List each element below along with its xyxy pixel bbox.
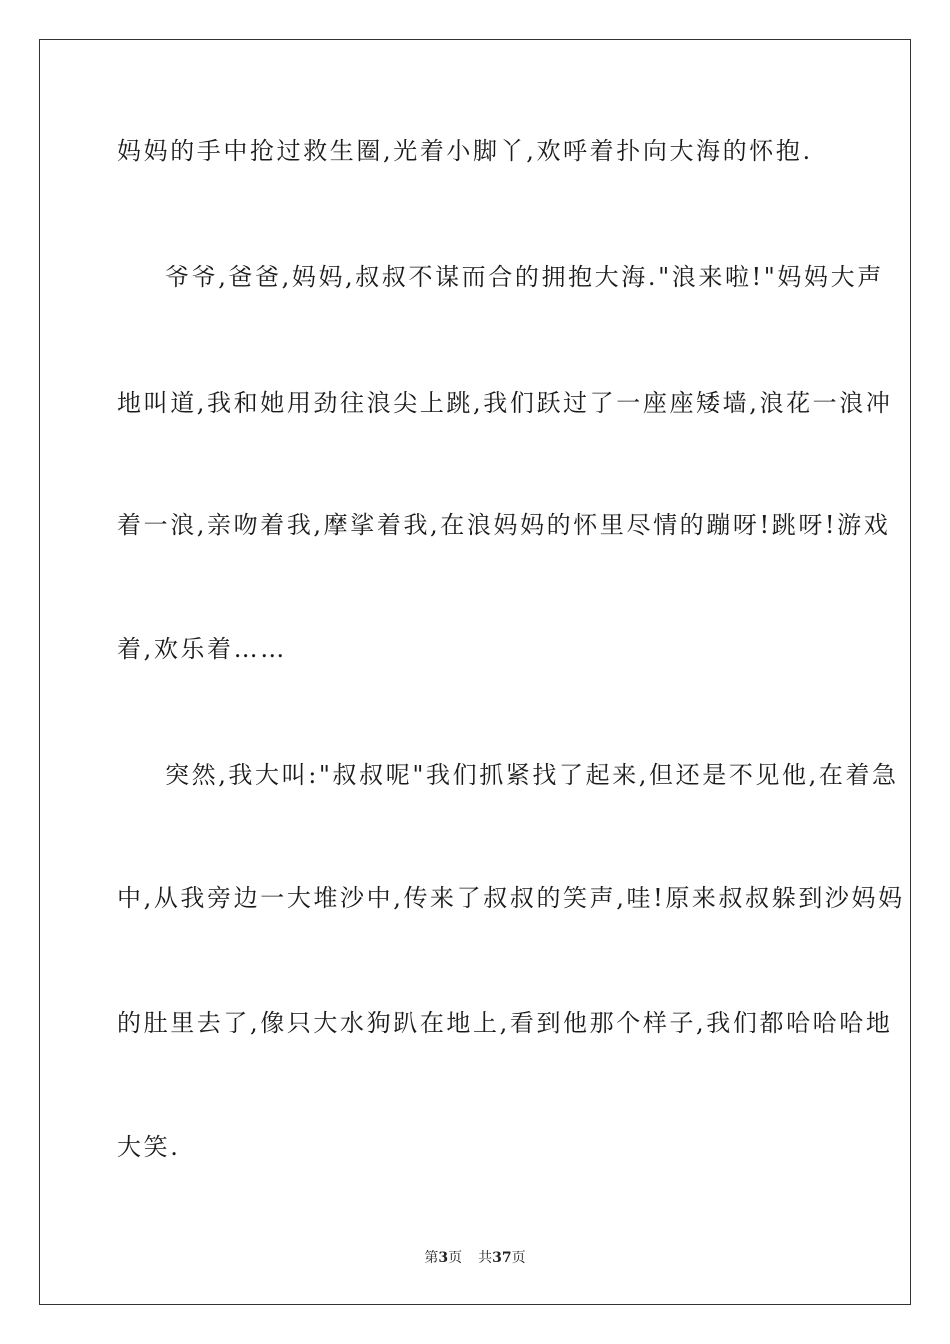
body-line-8: 的肚里去了,像只大水狗趴在地上,看到他那个样子,我们都哈哈哈地 (117, 1009, 893, 1037)
total-pages: 37 (492, 1250, 512, 1266)
page-prefix: 第 (424, 1250, 439, 1266)
body-line-3: 地叫道,我和她用劲往浪尖上跳,我们跃过了一座座矮墙,浪花一浪冲 (117, 389, 893, 417)
page-frame (39, 39, 911, 1305)
body-line-9: 大笑. (117, 1133, 181, 1161)
page-footer (0, 1247, 950, 1267)
body-line-7: 中,从我旁边一大堆沙中,传来了叔叔的笑声,哇!原来叔叔躲到沙妈妈 (117, 884, 905, 912)
total-suffix: 页 (511, 1250, 526, 1266)
page-number: 3 (438, 1250, 449, 1266)
body-line-4: 着一浪,亲吻着我,摩挲着我,在浪妈妈的怀里尽情的蹦呀!跳呀!游戏 (117, 511, 891, 539)
total-prefix: 共 (478, 1250, 493, 1266)
body-line-1: 妈妈的手中抢过救生圈,光着小脚丫,欢呼着扑向大海的怀抱. (117, 137, 813, 165)
paragraph-start-line: 突然,我大叫:"叔叔呢"我们抓紧找了起来,但还是不见他,在着急 (165, 761, 899, 789)
page-suffix: 页 (448, 1250, 463, 1266)
body-line-5: 着,欢乐着…… (117, 635, 287, 663)
paragraph-start-line: 爷爷,爸爸,妈妈,叔叔不谋而合的拥抱大海."浪来啦!"妈妈大声 (165, 263, 884, 291)
